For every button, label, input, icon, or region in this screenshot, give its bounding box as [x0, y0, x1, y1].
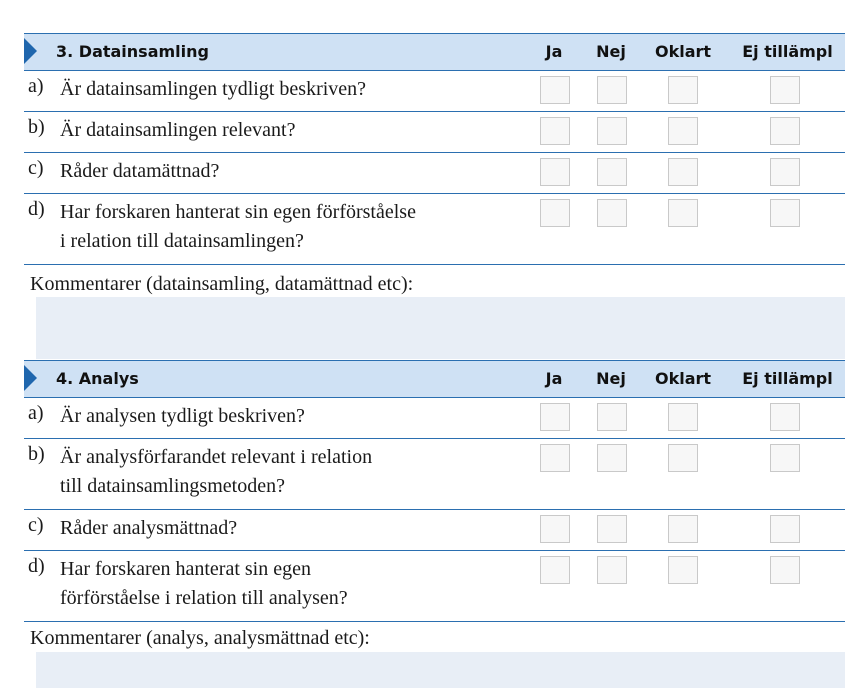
question-text [60, 555, 348, 613]
checkbox-ej-tillampl[interactable] [770, 158, 800, 186]
question-letter: c) [28, 514, 44, 536]
question-text [60, 443, 372, 501]
checkbox-nej[interactable] [597, 158, 627, 186]
comment-label: Kommentarer (datainsamling, datamättnad etc): [30, 273, 414, 295]
col-header-oklart: Oklart [654, 42, 712, 61]
checkbox-nej[interactable] [597, 515, 627, 543]
triangle-marker-icon [24, 38, 37, 64]
col-header-oklart: Oklart [654, 369, 712, 388]
checkbox-ej-tillampl[interactable] [770, 76, 800, 104]
question-line: Råder analysmättnad? [60, 517, 238, 539]
col-header-nej: Nej [596, 42, 626, 61]
checkbox-ja[interactable] [540, 158, 570, 186]
question-text [60, 75, 366, 104]
checkbox-ja[interactable] [540, 76, 570, 104]
question-text [60, 198, 416, 256]
question-row [24, 153, 845, 194]
question-text [60, 116, 295, 145]
col-header-ej-tillampl: Ej tillämpl [742, 42, 833, 61]
checkbox-oklart[interactable] [668, 444, 698, 472]
checkbox-ej-tillampl[interactable] [770, 199, 800, 227]
checkbox-ja[interactable] [540, 403, 570, 431]
question-row [24, 551, 845, 622]
question-letter: a) [28, 75, 44, 97]
triangle-marker-icon [24, 365, 37, 391]
checkbox-ja[interactable] [540, 199, 570, 227]
section-analys [24, 360, 845, 649]
comment-field[interactable] [36, 652, 845, 688]
question-line: i relation till datainsamlingen? [60, 230, 304, 252]
checkbox-oklart[interactable] [668, 515, 698, 543]
checkbox-ej-tillampl[interactable] [770, 444, 800, 472]
question-line: Är analysen tydligt beskriven? [60, 405, 305, 427]
col-header-ej-tillampl: Ej tillämpl [742, 369, 833, 388]
checkbox-oklart[interactable] [668, 117, 698, 145]
question-line: Är datainsamlingen relevant? [60, 119, 296, 141]
question-text [60, 514, 237, 543]
checkbox-nej[interactable] [597, 556, 627, 584]
comment-label: Kommentarer (analys, analysmättnad etc): [30, 627, 370, 649]
section-title: 3. Datainsamling [56, 42, 209, 61]
question-letter: c) [28, 157, 44, 179]
section-datainsamling [24, 33, 845, 295]
question-line: Är analysförfarandet relevant i relation [60, 446, 373, 468]
checkbox-ej-tillampl[interactable] [770, 117, 800, 145]
checkbox-nej[interactable] [597, 403, 627, 431]
col-header-ja: Ja [545, 369, 563, 388]
question-row [24, 112, 845, 153]
question-letter: b) [28, 443, 45, 465]
question-row [24, 194, 845, 265]
question-row [24, 439, 845, 510]
checkbox-oklart[interactable] [668, 403, 698, 431]
question-letter: d) [28, 555, 45, 577]
question-row [24, 71, 845, 112]
question-letter: b) [28, 116, 45, 138]
checkbox-nej[interactable] [597, 117, 627, 145]
section-title: 4. Analys [56, 369, 139, 388]
section-header [24, 360, 845, 398]
question-text [60, 402, 305, 431]
question-letter: d) [28, 198, 45, 220]
checkbox-nej[interactable] [597, 199, 627, 227]
question-text [60, 157, 219, 186]
checkbox-ej-tillampl[interactable] [770, 556, 800, 584]
checkbox-ja[interactable] [540, 515, 570, 543]
checkbox-nej[interactable] [597, 444, 627, 472]
checkbox-ej-tillampl[interactable] [770, 515, 800, 543]
checkbox-oklart[interactable] [668, 556, 698, 584]
question-row [24, 398, 845, 439]
col-header-ja: Ja [545, 42, 563, 61]
question-row [24, 510, 845, 551]
question-line: till datainsamlingsmetoden? [60, 475, 285, 497]
comment-field[interactable] [36, 297, 845, 359]
checkbox-nej[interactable] [597, 76, 627, 104]
checkbox-oklart[interactable] [668, 76, 698, 104]
checkbox-oklart[interactable] [668, 158, 698, 186]
checkbox-ja[interactable] [540, 556, 570, 584]
question-line: Har forskaren hanterat sin egen förförståelse [60, 201, 416, 223]
checkbox-ej-tillampl[interactable] [770, 403, 800, 431]
checkbox-ja[interactable] [540, 117, 570, 145]
question-line: förförståelse i relation till analysen? [60, 587, 348, 609]
question-line: Har forskaren hanterat sin egen [60, 558, 311, 580]
question-letter: a) [28, 402, 44, 424]
col-header-nej: Nej [596, 369, 626, 388]
question-line: Råder datamättnad? [60, 160, 220, 182]
section-header [24, 33, 845, 71]
checkbox-oklart[interactable] [668, 199, 698, 227]
question-line: Är datainsamlingen tydligt beskriven? [60, 78, 367, 100]
checkbox-ja[interactable] [540, 444, 570, 472]
